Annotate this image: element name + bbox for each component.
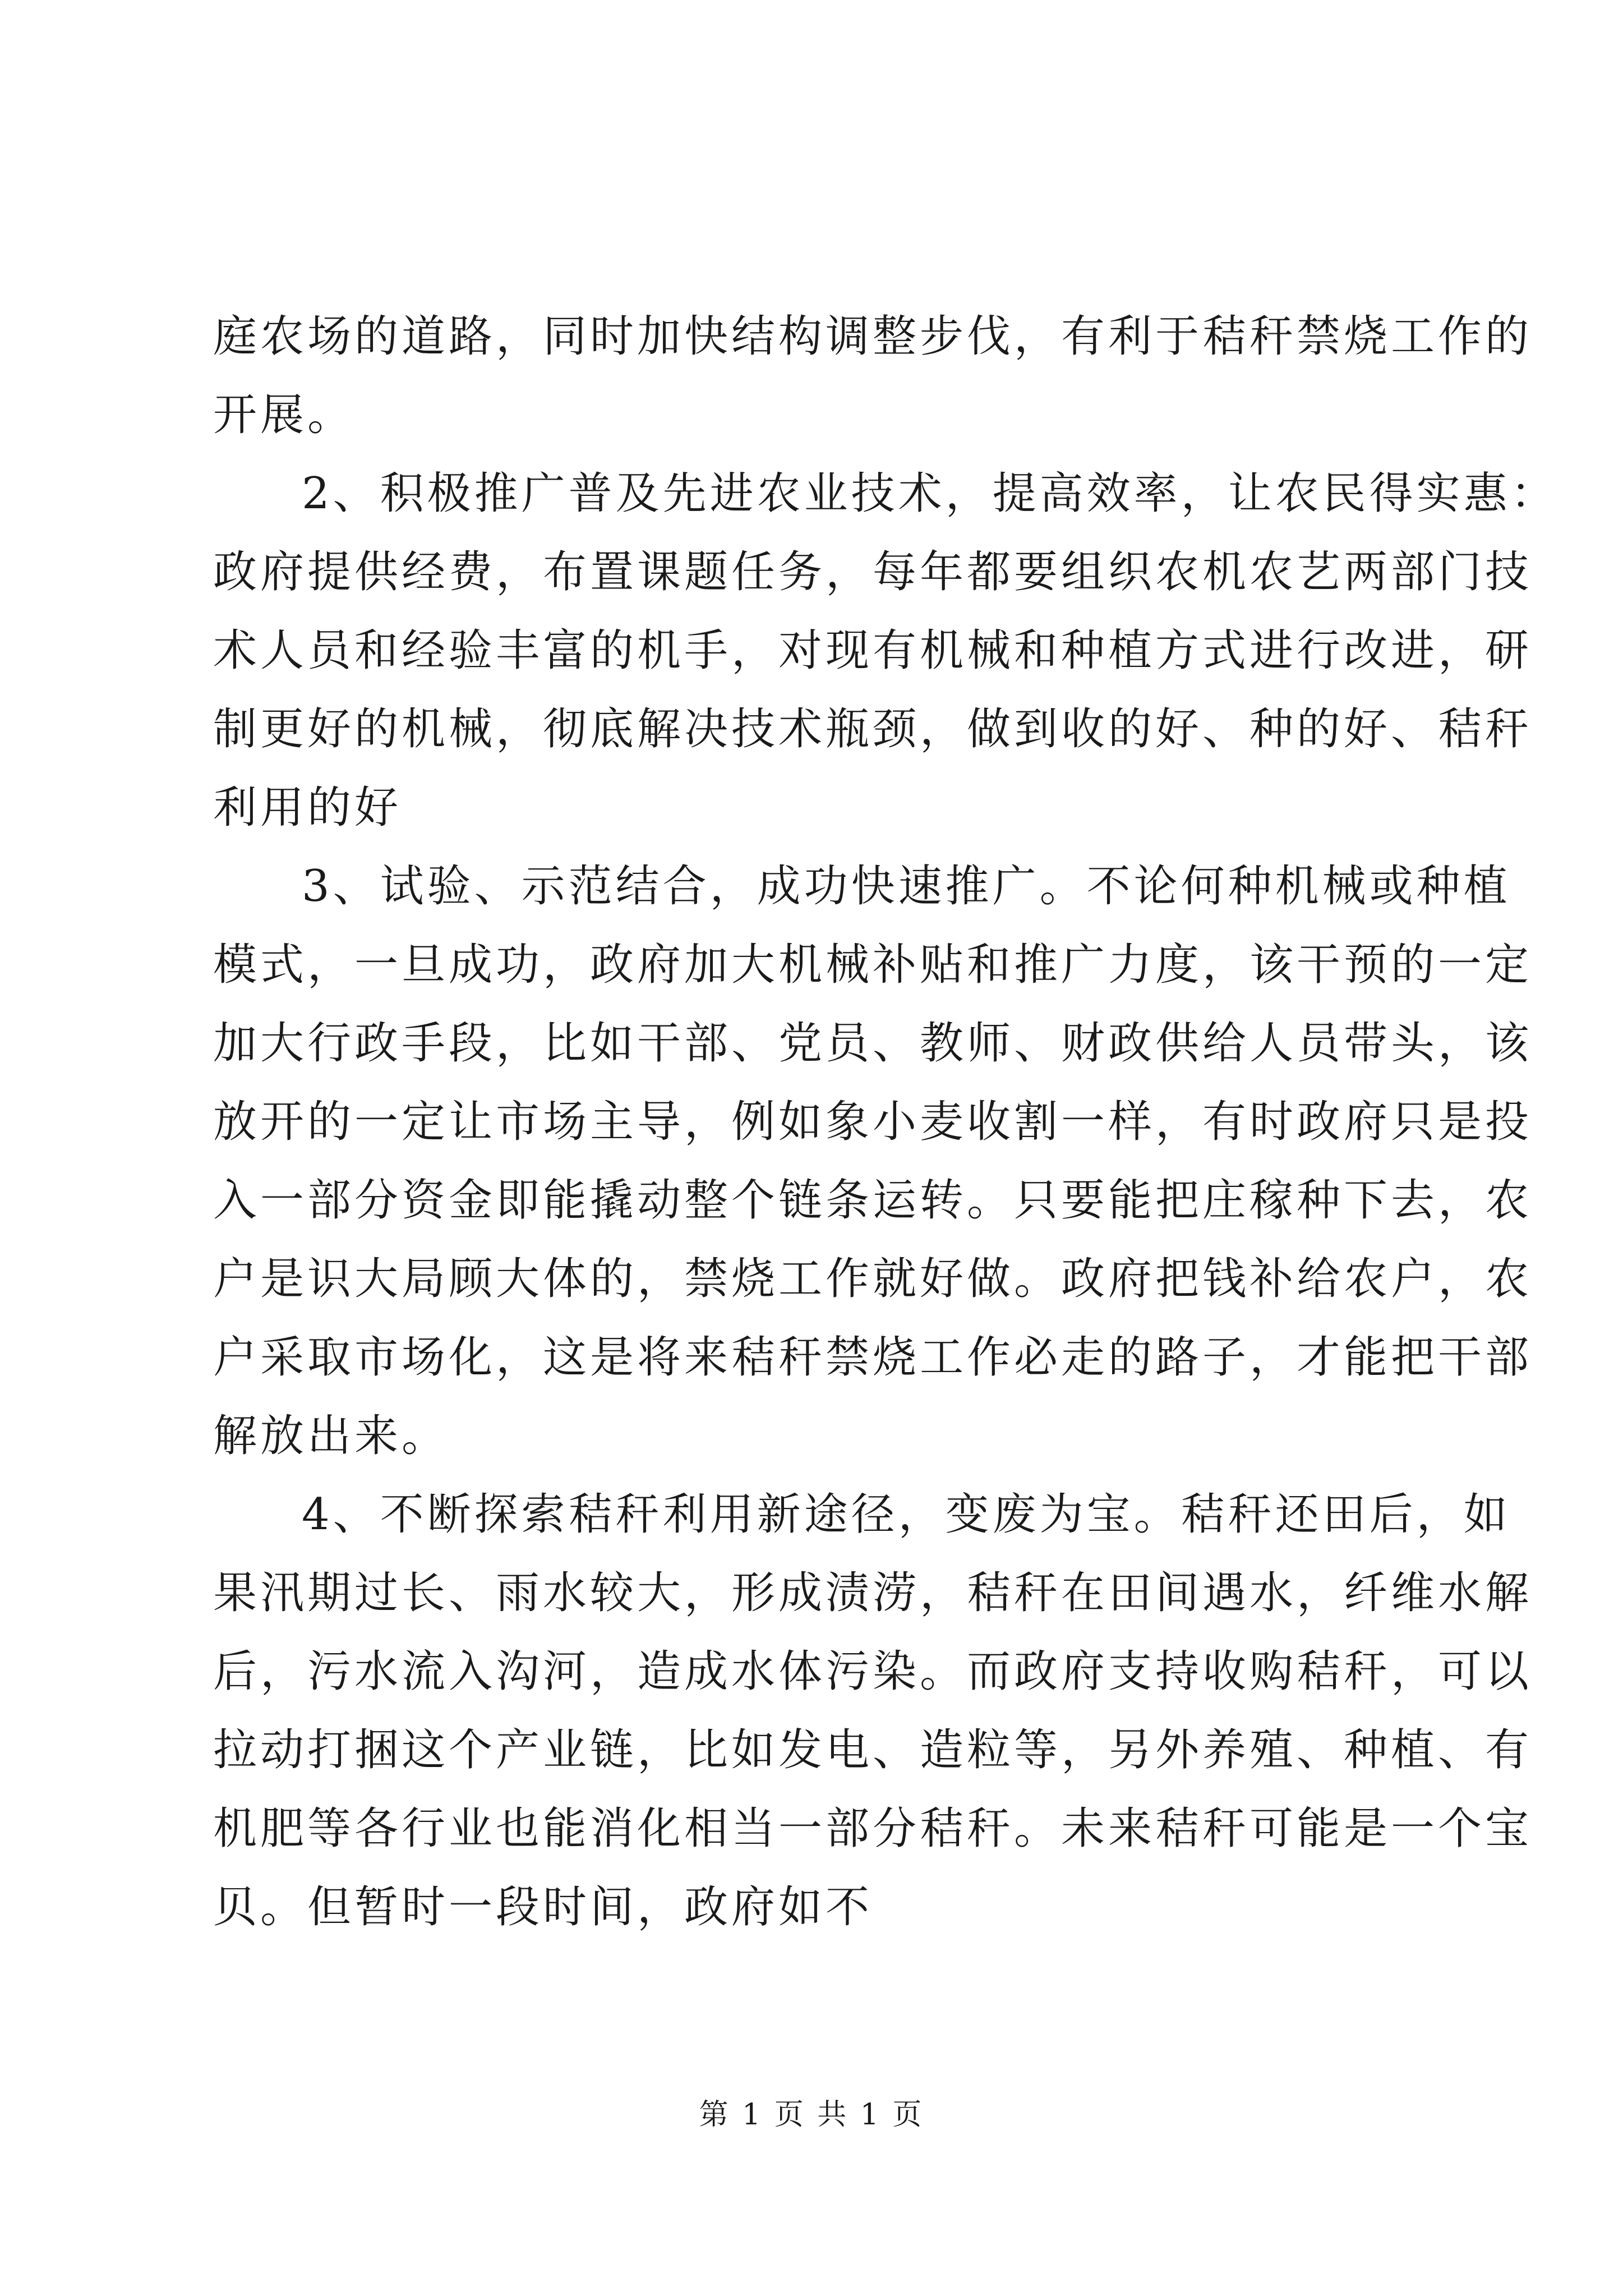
text-line: 拉动打捆这个产业链，比如发电、造粒等，另外养殖、种植、有 xyxy=(213,1725,1533,1775)
page-footer: 第 1 页 共 1 页 xyxy=(699,2098,924,2132)
text-line: 制更好的机械，彻底解决技术瓶颈，做到收的好、种的好、秸秆 xyxy=(213,704,1533,754)
text-line: 开展。 xyxy=(213,390,355,440)
text-line: 户采取市场化，这是将来秸秆禁烧工作必走的路子，才能把干部 xyxy=(213,1332,1533,1383)
text-line: 入一部分资金即能撬动整个链条运转。只要能把庄稼种下去，农 xyxy=(213,1175,1533,1226)
text-line: 果汛期过长、雨水较大，形成渍涝，秸秆在田间遇水，纤维水解 xyxy=(213,1568,1533,1618)
text-line: 后，污水流入沟河，造成水体污染。而政府支持收购秸秆，可以 xyxy=(213,1646,1533,1697)
text-line: 政府提供经费，布置课题任务，每年都要组织农机农艺两部门技 xyxy=(213,547,1533,597)
paragraph-3-start: 3、试验、示范结合，成功快速推广。不论何种机械或种植 xyxy=(302,861,1511,912)
text-line: 户是识大局顾大体的，禁烧工作就好做。政府把钱补给农户，农 xyxy=(213,1254,1533,1304)
text-line: 贝。但暂时一段时间，政府如不 xyxy=(213,1882,873,1932)
text-line: 机肥等各行业也能消化相当一部分秸秆。未来秸秆可能是一个宝 xyxy=(213,1803,1533,1854)
text-line: 术人员和经验丰富的机手，对现有机械和种植方式进行改进，研 xyxy=(213,625,1533,676)
text-line: 庭农场的道路，同时加快结构调整步伐，有利于秸秆禁烧工作的 xyxy=(213,311,1533,362)
text-line: 模式，一旦成功，政府加大机械补贴和推广力度，该干预的一定 xyxy=(213,940,1533,990)
text-line: 利用的好 xyxy=(213,783,402,833)
paragraph-2-start: 2、积极推广普及先进农业技术，提高效率，让农民得实惠： xyxy=(302,468,1558,519)
paragraph-4-start: 4、不断探索秸秆利用新途径，变废为宝。秸秆还田后，如 xyxy=(302,1489,1511,1540)
text-line: 放开的一定让市场主导，例如象小麦收割一样，有时政府只是投 xyxy=(213,1097,1533,1147)
text-line: 解放出来。 xyxy=(213,1411,449,1461)
text-line: 加大行政手段，比如干部、党员、教师、财政供给人员带头，该 xyxy=(213,1018,1533,1069)
